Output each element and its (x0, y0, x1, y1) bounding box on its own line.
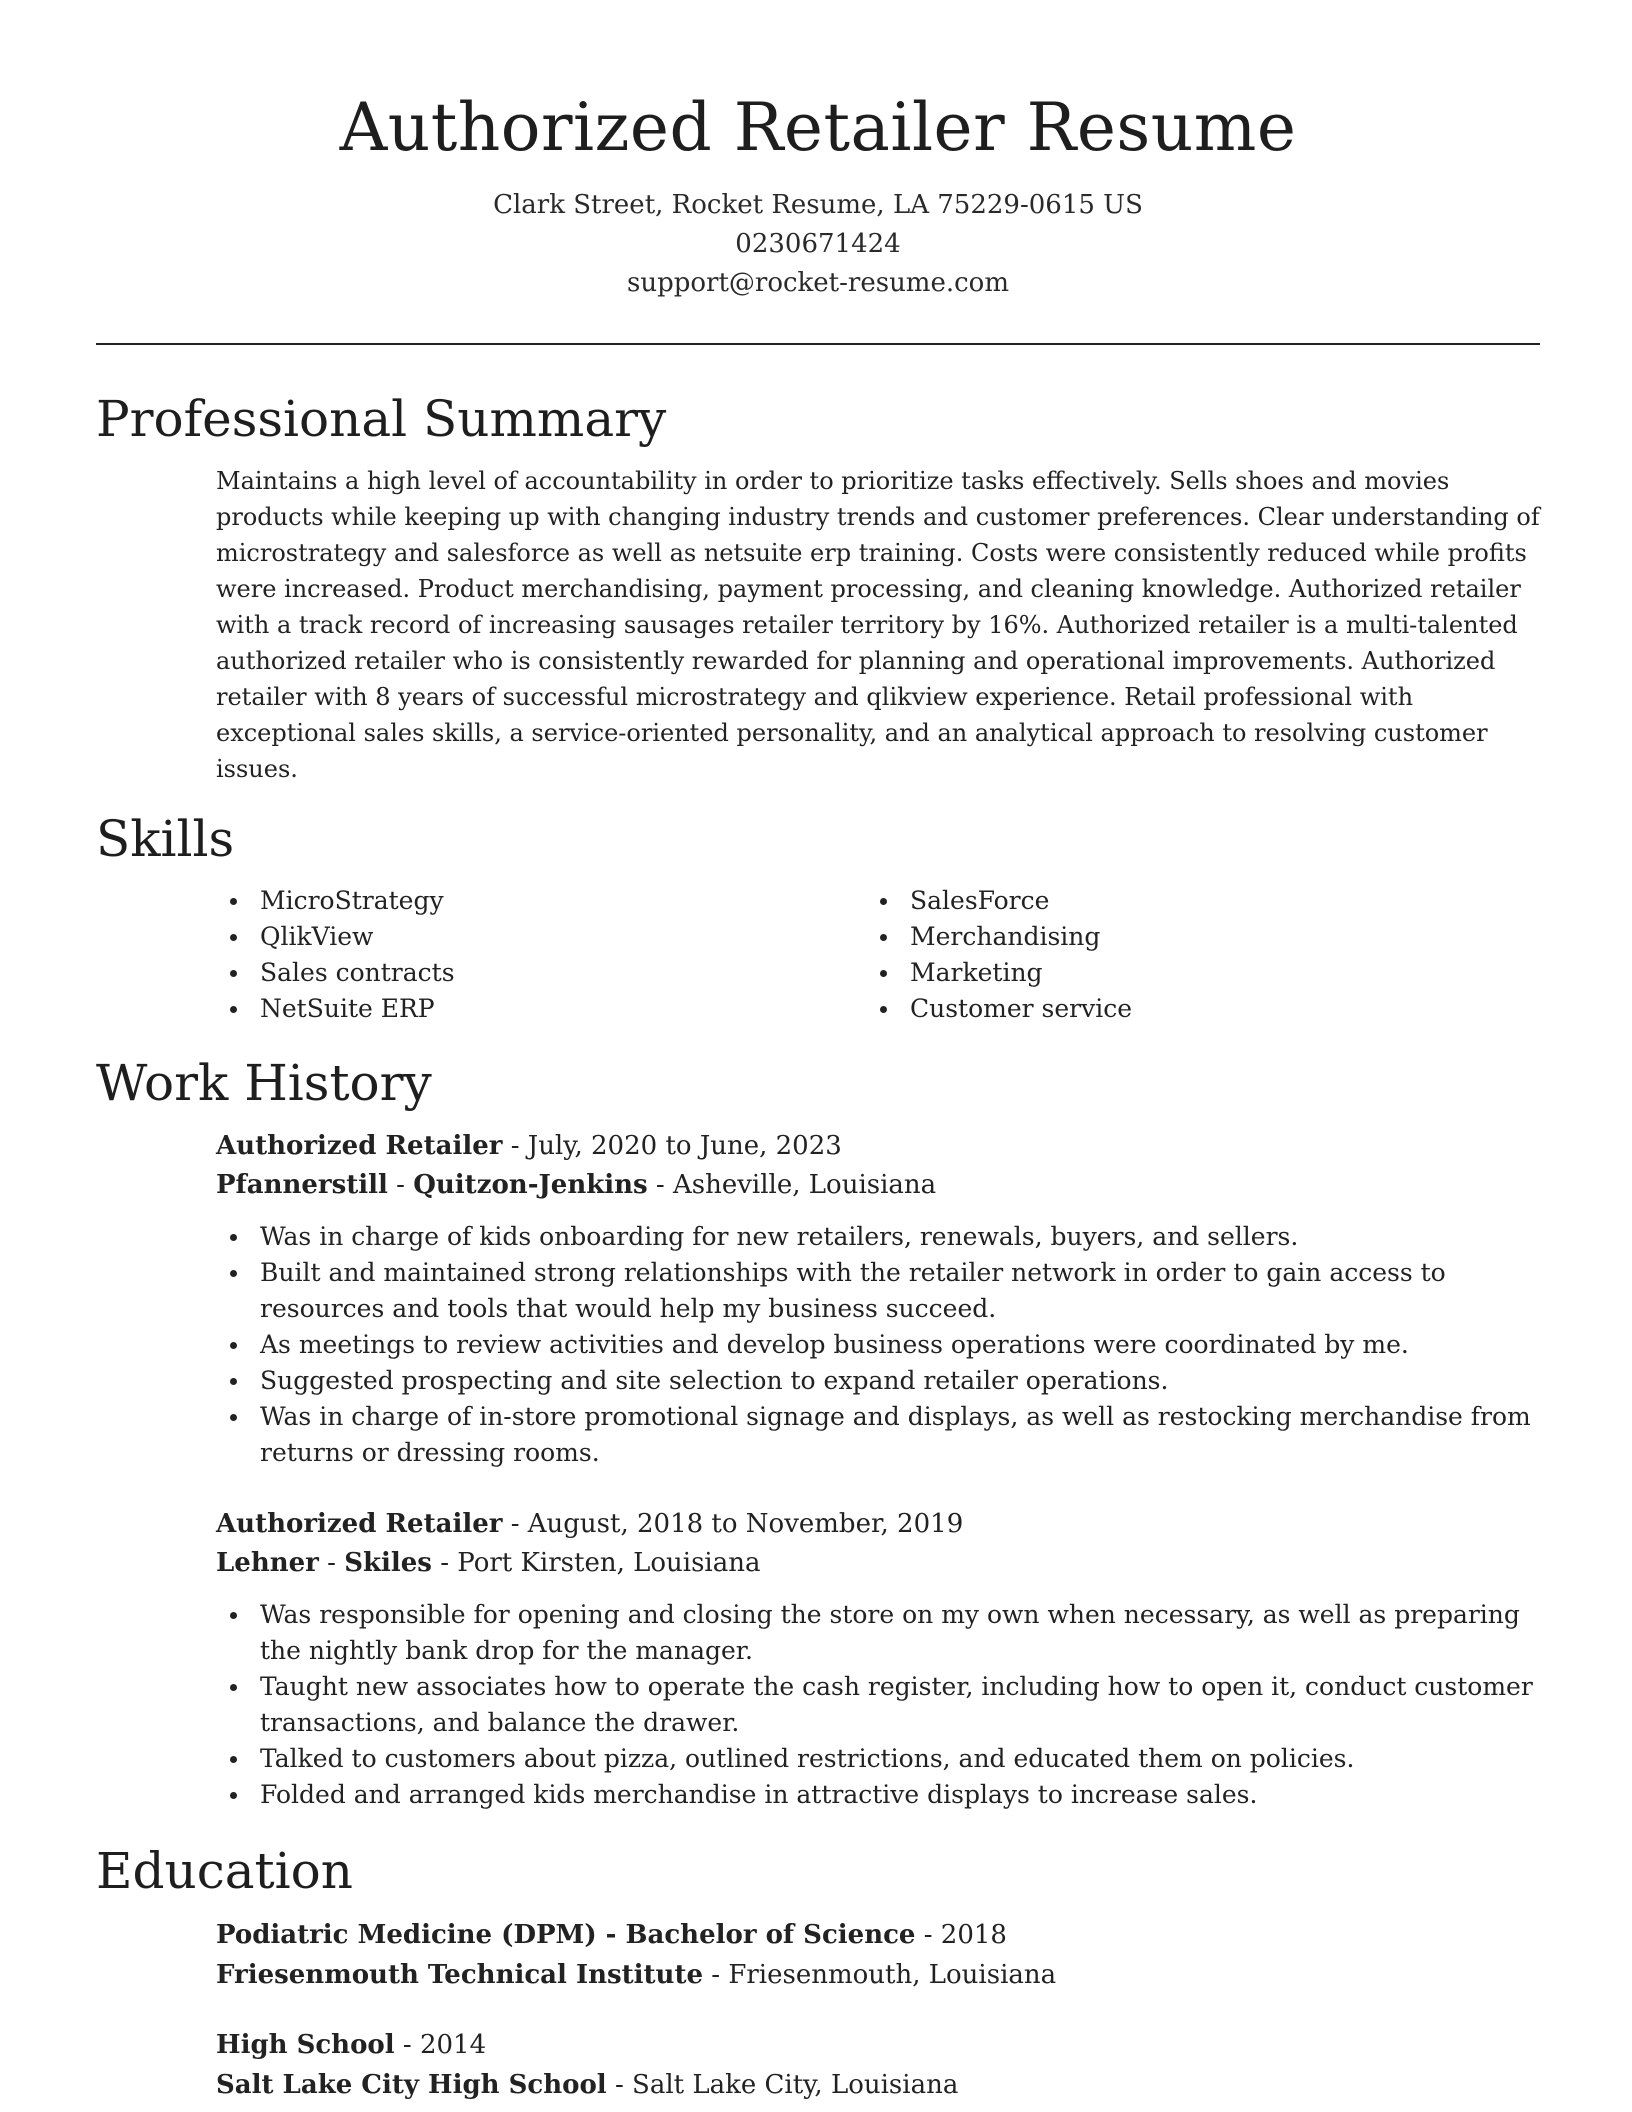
email: support@rocket-resume.com (626, 268, 1009, 298)
school-line (216, 1955, 1540, 1995)
company-name: Pfannerstill (216, 1170, 388, 1200)
work-history-heading: Work History (96, 1054, 432, 1112)
skill-item: QlikView (216, 919, 866, 955)
header-divider (96, 343, 1540, 345)
skill-item: SalesForce (866, 883, 1516, 919)
contact-info (96, 186, 1540, 303)
duty-item: Talked to customers about pizza, outlined restrictions, and educated them on policies. (216, 1741, 1540, 1777)
company-name: Quitzon-Jenkins (413, 1170, 648, 1200)
graduation-year: - 2014 (394, 2030, 487, 2060)
duty-item: Folded and arranged kids merchandise in attractive displays to increase sales. (216, 1777, 1540, 1813)
job-entry (216, 1505, 1540, 1813)
summary-section (96, 389, 1540, 787)
duty-item: Built and maintained strong relationships with the retailer network in order to gain access to resources and tools that would help my business succeed. (216, 1255, 1540, 1327)
school-location: - Friesenmouth, Louisiana (703, 1960, 1057, 1990)
job-title-line (216, 1505, 1540, 1544)
resume-title: Authorized Retailer Resume (339, 89, 1297, 166)
address: Clark Street, Rocket Resume, LA 75229-0615 US (493, 190, 1143, 220)
job-company-line (216, 1544, 1540, 1583)
skill-item: Sales contracts (216, 955, 866, 991)
skills-left-list (216, 883, 866, 1027)
duty-item: As meetings to review activities and develop business operations were coordinated by me. (216, 1327, 1540, 1363)
resume-page (96, 0, 1540, 2105)
skills-right-list (866, 883, 1516, 1027)
duty-item: Was in charge of kids onboarding for new retailers, renewals, buyers, and sellers. (216, 1219, 1540, 1255)
summary-text: Maintains a high level of accountability in order to prioritize tasks effectively. Sells shoes and movies products while keeping up with changing industry trends and customer preferences. Clear understanding of microstrategy and salesforce as well as netsuite erp training. Costs were consistently reduced while profits were increased. Product merchandising, payment processing, and cleaning knowledge. Authorized retailer with a track record of increasing sausages retailer territory by 16%. Authorized retailer is a multi-talented authorized retailer who is consistently rewarded for planning and operational improvements. Authorized retailer with 8 years of successful microstrategy and qlikview experience. Retail professional with exceptional sales skills, a service-oriented personality, and an analytical approach to resolving customer issues. (216, 467, 1540, 783)
job-location: - Asheville, Louisiana (647, 1170, 937, 1200)
degree-line (216, 1915, 1540, 1955)
degree-line (216, 2025, 1540, 2065)
duty-item: Was responsible for opening and closing the store on my own when necessary, as well as preparing the nightly bank drop for the manager. (216, 1597, 1540, 1669)
degree: Podiatric Medicine (DPM) - Bachelor of Science (216, 1920, 916, 1950)
school-location: - Salt Lake City, Louisiana (606, 2070, 959, 2100)
skill-item: Merchandising (866, 919, 1516, 955)
job-duties (216, 1219, 1540, 1471)
skills-section (96, 809, 1540, 1027)
company-separator: - (387, 1170, 414, 1200)
duty-item: Suggested prospecting and site selection to expand retailer operations. (216, 1363, 1540, 1399)
school-name: Friesenmouth Technical Institute (216, 1960, 704, 1990)
education-entry (216, 1915, 1540, 1995)
job-dates: - July, 2020 to June, 2023 (502, 1131, 842, 1161)
education-section (96, 1841, 1540, 2105)
job-duties (216, 1597, 1540, 1813)
school-line (216, 2065, 1540, 2105)
work-history-section (96, 1053, 1540, 1813)
duty-item: Was in charge of in-store promotional signage and displays, as well as restocking merchandise from returns or dressing rooms. (216, 1399, 1540, 1471)
degree: High School (216, 2030, 395, 2060)
company-name: Skiles (344, 1548, 432, 1578)
job-title: Authorized Retailer (216, 1509, 503, 1539)
summary-heading: Professional Summary (96, 390, 667, 448)
skill-item: NetSuite ERP (216, 991, 866, 1027)
graduation-year: - 2018 (915, 1920, 1007, 1950)
company-separator: - (318, 1548, 345, 1578)
duty-item: Taught new associates how to operate the cash register, including how to open it, conduct customer transactions, and balance the drawer. (216, 1669, 1540, 1741)
resume-header (96, 0, 1540, 303)
education-heading: Education (96, 1842, 353, 1900)
job-title: Authorized Retailer (216, 1131, 503, 1161)
skills-heading: Skills (96, 810, 235, 868)
job-dates: - August, 2018 to November, 2019 (502, 1509, 964, 1539)
company-name: Lehner (216, 1548, 319, 1578)
education-entry (216, 2025, 1540, 2105)
job-company-line (216, 1166, 1540, 1205)
school-name: Salt Lake City High School (216, 2070, 607, 2100)
job-location: - Port Kirsten, Louisiana (431, 1548, 761, 1578)
skill-item: MicroStrategy (216, 883, 866, 919)
skill-item: Customer service (866, 991, 1516, 1027)
phone: 0230671424 (735, 229, 901, 259)
job-entry (216, 1127, 1540, 1471)
skills-columns (216, 883, 1540, 1027)
job-title-line (216, 1127, 1540, 1166)
skill-item: Marketing (866, 955, 1516, 991)
